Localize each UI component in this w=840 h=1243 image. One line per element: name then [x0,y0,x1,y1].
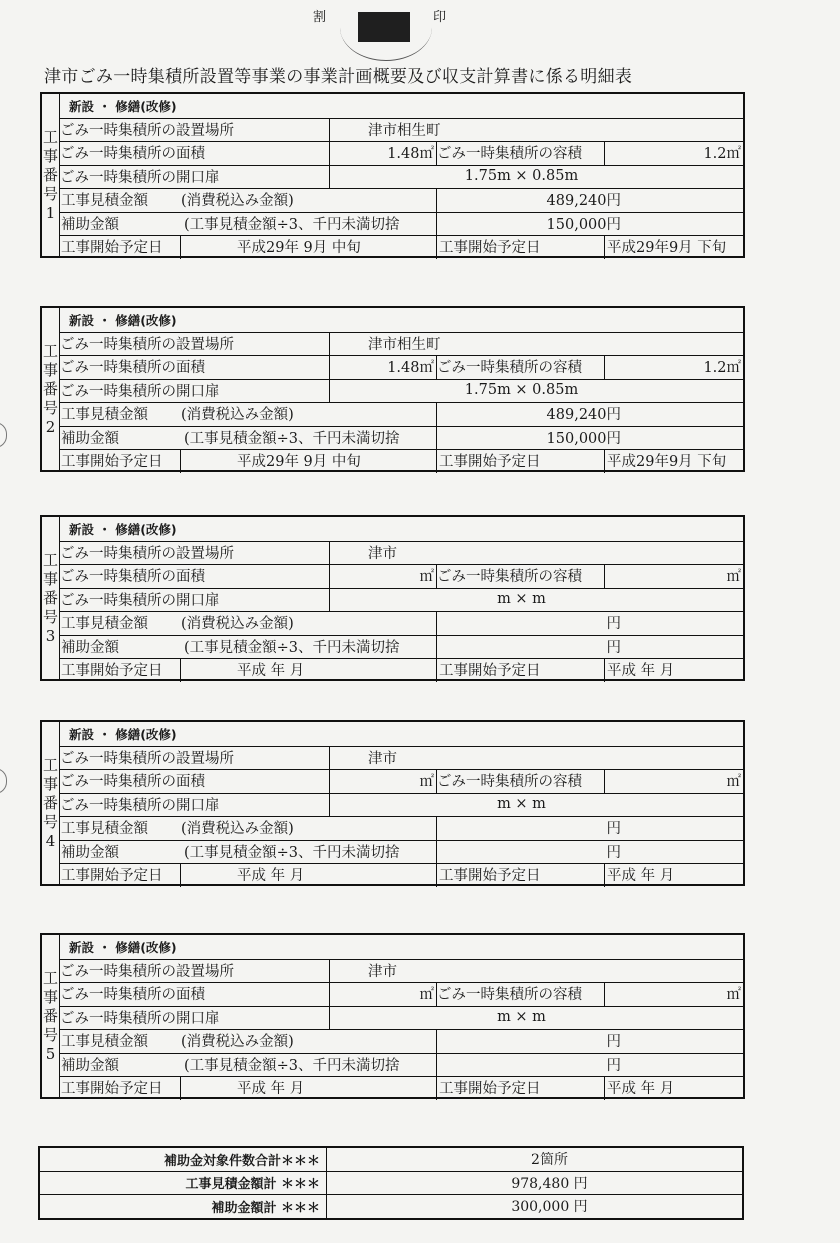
document-title: 津市ごみ一時集積所設置等事業の事業計画概要及び収支計算書に係る明細表 [44,67,633,87]
capacity-label: ごみ一時集積所の容積 [436,982,604,1006]
start-date-value-2: 平成29年9月 下旬 [604,449,743,473]
project-row [59,188,743,213]
project-number-char: 4 [45,831,56,850]
project-row [59,94,743,119]
capacity-label: ごみ一時集積所の容積 [436,564,604,588]
summary-value: 978,480 円 [511,1175,588,1192]
project-row [59,611,743,636]
project-number-label [42,722,60,884]
estimate-label: 工事見積金額 [61,616,148,633]
start-date-value-2: 平成 年 月 [604,863,743,887]
start-date-value-2: 平成29年9月 下旬 [604,235,743,259]
project-row [59,212,743,237]
door-label: ごみ一時集積所の開口扉 [60,797,220,814]
capacity-value: 1.2㎡ [604,355,743,379]
estimate-note: (消費税込み金額) [181,616,294,633]
location-label: ごみ一時集積所の設置場所 [60,963,234,980]
project-number-char: 工 [42,968,58,987]
seal-char-left: 割 [313,10,327,25]
project-number-char: 5 [45,1044,56,1063]
project-row [59,746,743,771]
area-value: 1.48㎡ [329,141,436,165]
estimate-note: (消費税込み金額) [181,407,294,424]
project-row [59,863,743,887]
start-date-label-2: 工事開始予定日 [436,235,604,259]
start-date-value-2: 平成 年 月 [604,658,743,682]
area-label: ごみ一時集積所の面積 [60,360,205,377]
project-row [59,118,743,143]
project-number-char: 2 [45,417,56,436]
door-value: m × m [329,793,743,817]
project-row [59,141,743,166]
summary-label: 補助金額計 ＊＊＊ [40,1195,327,1218]
location-label: ごみ一時集積所の設置場所 [60,545,234,562]
capacity-label: ごみ一時集積所の容積 [436,141,604,165]
door-value: m × m [329,1006,743,1030]
project-number-char: 事 [42,774,58,793]
project-number-char: 工 [42,127,58,146]
project-row [59,840,743,865]
project-row [59,1053,743,1078]
subsidy-label: 補助金額 [61,1057,119,1074]
area-label: ごみ一時集積所の面積 [60,146,205,163]
project-row [59,379,743,404]
start-date-value: 平成 年 月 [180,1076,436,1100]
start-date-label-2: 工事開始予定日 [436,658,604,682]
project-number-char: 号 [42,184,58,203]
subsidy-label: 補助金額 [61,430,119,447]
project-number-char: 事 [42,146,58,165]
project-number-label [42,517,60,679]
location-label: ごみ一時集積所の設置場所 [60,750,234,767]
project-row [59,402,743,427]
project-number-char: 番 [42,588,58,607]
estimate-label: 工事見積金額 [61,821,148,838]
area-label: ごみ一時集積所の面積 [60,774,205,791]
project-number-char: 番 [42,793,58,812]
door-label: ごみ一時集積所の開口扉 [60,592,220,609]
project-header: 新設 ・ 修繕(改修) [69,726,177,742]
estimate-value: 円 [436,611,743,635]
project-block-4 [40,720,745,886]
area-label: ごみ一時集積所の面積 [60,987,205,1004]
start-date-label-2: 工事開始予定日 [436,1076,604,1100]
capacity-value: ㎡ [604,769,743,793]
subsidy-note: (工事見積金額÷3、千円未満切捨 [184,1057,400,1074]
estimate-note: (消費税込み金額) [181,821,294,838]
door-label: ごみ一時集積所の開口扉 [60,169,220,186]
project-row [59,982,743,1007]
location-label: ごみ一時集積所の設置場所 [60,336,234,353]
project-block-5 [40,933,745,1099]
project-block-2 [40,306,745,472]
summary-row [40,1172,742,1196]
project-row [59,816,743,841]
subsidy-note: (工事見積金額÷3、千円未満切捨 [184,216,400,233]
project-header: 新設 ・ 修繕(改修) [69,98,177,114]
project-row [59,165,743,190]
subsidy-value: 円 [436,635,743,659]
start-date-label: 工事開始予定日 [61,1081,163,1098]
estimate-value: 489,240円 [436,188,743,212]
project-row [59,308,743,333]
project-number-label [42,308,60,470]
area-value: ㎡ [329,564,436,588]
summary-label: 補助金対象件数合計＊＊＊ [40,1148,327,1171]
estimate-label: 工事見積金額 [61,193,148,210]
subsidy-label: 補助金額 [61,844,119,861]
capacity-value: ㎡ [604,982,743,1006]
subsidy-label: 補助金額 [61,216,119,233]
summary-row [40,1148,742,1172]
project-number-char: 号 [42,812,58,831]
project-number-char: 番 [42,165,58,184]
project-number-char: 事 [42,987,58,1006]
door-value: m × m [329,588,743,612]
subsidy-note: (工事見積金額÷3、千円未満切捨 [184,430,400,447]
location-value: 津市 [329,746,743,770]
project-row [59,1006,743,1031]
start-date-label: 工事開始予定日 [61,868,163,885]
summary-table [38,1146,744,1220]
location-value: 津市 [329,959,743,983]
summary-label: 工事見積金額計 ＊＊＊ [40,1172,327,1195]
project-number-char: 工 [42,341,58,360]
project-row [59,588,743,613]
capacity-label: ごみ一時集積所の容積 [436,355,604,379]
start-date-label: 工事開始予定日 [61,454,163,471]
project-row [59,722,743,747]
start-date-value-2: 平成 年 月 [604,1076,743,1100]
project-number-char: 工 [42,755,58,774]
project-row [59,1029,743,1054]
estimate-value: 円 [436,816,743,840]
capacity-value: 1.2㎡ [604,141,743,165]
area-value: ㎡ [329,982,436,1006]
project-row [59,541,743,566]
project-row [59,332,743,357]
seal-char-right: 印 [433,10,447,25]
project-block-1 [40,92,745,258]
location-value: 津市相生町 [329,118,743,142]
subsidy-value: 150,000円 [436,426,743,450]
capacity-value: ㎡ [604,564,743,588]
location-label: ごみ一時集積所の設置場所 [60,122,234,139]
project-number-label [42,94,60,256]
subsidy-note: (工事見積金額÷3、千円未満切捨 [184,639,400,656]
estimate-note: (消費税込み金額) [181,193,294,210]
start-date-value: 平成29年 9月 中旬 [180,449,436,473]
project-header: 新設 ・ 修繕(改修) [69,312,177,328]
project-number-char: 番 [42,1006,58,1025]
capacity-label: ごみ一時集積所の容積 [436,769,604,793]
punch-hole-mark [0,422,7,448]
start-date-label-2: 工事開始予定日 [436,863,604,887]
project-number-char: 号 [42,1025,58,1044]
door-label: ごみ一時集積所の開口扉 [60,1010,220,1027]
project-number-label [42,935,60,1097]
project-row [59,426,743,451]
project-row [59,959,743,984]
seal-arc [340,0,432,61]
project-row [59,1076,743,1100]
project-number-char: 1 [45,203,56,222]
project-number-char: 3 [45,626,56,645]
subsidy-value: 円 [436,1053,743,1077]
area-value: 1.48㎡ [329,355,436,379]
area-label: ごみ一時集積所の面積 [60,569,205,586]
project-row [59,564,743,589]
location-value: 津市相生町 [329,332,743,356]
project-row [59,449,743,473]
subsidy-note: (工事見積金額÷3、千円未満切捨 [184,844,400,861]
project-row [59,517,743,542]
area-value: ㎡ [329,769,436,793]
estimate-value: 円 [436,1029,743,1053]
start-date-label-2: 工事開始予定日 [436,449,604,473]
project-header: 新設 ・ 修繕(改修) [69,939,177,955]
project-number-char: 号 [42,607,58,626]
project-header: 新設 ・ 修繕(改修) [69,521,177,537]
location-value: 津市 [329,541,743,565]
project-number-char: 番 [42,379,58,398]
door-value: 1.75m × 0.85m [329,165,743,189]
project-row [59,793,743,818]
summary-value: 300,000 円 [511,1199,588,1216]
project-block-3 [40,515,745,681]
project-number-char: 事 [42,569,58,588]
project-number-char: 事 [42,360,58,379]
estimate-value: 489,240円 [436,402,743,426]
subsidy-value: 円 [436,840,743,864]
project-number-char: 工 [42,550,58,569]
project-row [59,355,743,380]
seal-area [300,0,460,70]
start-date-value: 平成 年 月 [180,863,436,887]
door-value: 1.75m × 0.85m [329,379,743,403]
summary-value: 2箇所 [531,1152,568,1169]
door-label: ごみ一時集積所の開口扉 [60,383,220,400]
project-row [59,769,743,794]
subsidy-label: 補助金額 [61,639,119,656]
start-date-label: 工事開始予定日 [61,663,163,680]
project-number-char: 号 [42,398,58,417]
start-date-label: 工事開始予定日 [61,240,163,257]
estimate-label: 工事見積金額 [61,407,148,424]
project-row [59,658,743,682]
summary-row [40,1195,742,1218]
subsidy-value: 150,000円 [436,212,743,236]
project-row [59,635,743,660]
estimate-note: (消費税込み金額) [181,1034,294,1051]
start-date-value: 平成 年 月 [180,658,436,682]
estimate-label: 工事見積金額 [61,1034,148,1051]
project-row [59,935,743,960]
project-row [59,235,743,259]
start-date-value: 平成29年 9月 中旬 [180,235,436,259]
punch-hole-mark [0,768,7,794]
